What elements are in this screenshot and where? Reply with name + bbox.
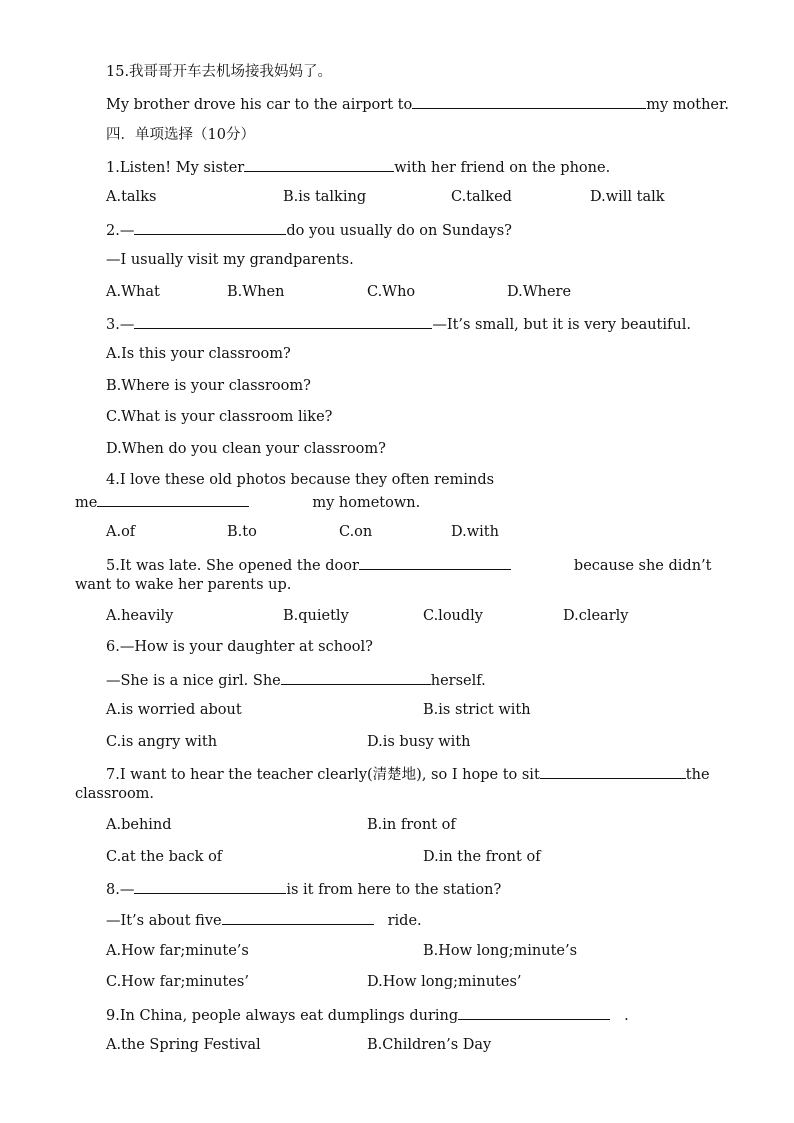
q4-option-a[interactable]: A.of: [106, 524, 136, 540]
q1-option-a[interactable]: A.talks: [106, 189, 157, 205]
q8-text-after: is it from here to the station?: [286, 882, 502, 898]
q3-sentence: [106, 313, 691, 335]
q1-sentence: [106, 156, 610, 178]
q2-option-d[interactable]: D.Where: [507, 284, 572, 300]
q2-text-before: 2.—: [106, 223, 135, 239]
q8-reply: [106, 909, 422, 931]
q4-line1: 4.I love these old photos because they often reminds: [106, 472, 495, 488]
q8-text-before: 8.—: [106, 882, 135, 898]
q6-reply: [106, 669, 486, 691]
q5-text-before: 5.It was late. She opened the door: [106, 558, 359, 574]
q7-text-after: the: [685, 767, 710, 783]
q9-blank[interactable]: [458, 1004, 610, 1020]
q15-text-before: My brother drove his car to the airport to: [106, 97, 413, 113]
q1-blank[interactable]: [244, 156, 394, 172]
q4-text-after: my hometown.: [312, 495, 421, 511]
q8-blank-1[interactable]: [134, 878, 286, 894]
q4-option-b[interactable]: B.to: [227, 524, 257, 540]
q4-line2: [75, 491, 420, 513]
q1-option-d[interactable]: D.will talk: [590, 189, 665, 205]
q9-text-before: 9.In China, people always eat dumplings during: [106, 1008, 459, 1024]
q5-line1: [106, 554, 711, 576]
q7-line1: [106, 763, 710, 785]
q15-blank[interactable]: [412, 93, 646, 109]
q1-option-b[interactable]: B.is talking: [283, 189, 367, 205]
q8-reply-after: ride.: [387, 913, 422, 929]
q5-option-b[interactable]: B.quietly: [283, 608, 349, 624]
q1-text-after: with her friend on the phone.: [394, 160, 611, 176]
q8-option-a[interactable]: A.How far;minute’s: [106, 943, 249, 959]
q7-option-c[interactable]: C.at the back of: [106, 849, 223, 865]
q5-option-a[interactable]: A.heavily: [106, 608, 174, 624]
q8-option-c[interactable]: C.How far;minutes’: [106, 974, 249, 990]
q9-option-a[interactable]: A.the Spring Festival: [106, 1037, 261, 1053]
q3-option-b[interactable]: B.Where is your classroom?: [106, 378, 311, 394]
q7-line2: classroom.: [75, 786, 155, 802]
q15-text-after: my mother.: [646, 97, 729, 113]
q6-option-a[interactable]: A.is worried about: [106, 702, 242, 718]
q4-option-d[interactable]: D.with: [451, 524, 499, 540]
q1-option-c[interactable]: C.talked: [451, 189, 512, 205]
q3-option-c[interactable]: C.What is your classroom like?: [106, 409, 333, 425]
q5-line2: want to wake her parents up.: [75, 577, 292, 593]
q6-option-b[interactable]: B.is strict with: [423, 702, 531, 718]
q5-blank[interactable]: [359, 554, 511, 570]
q3-option-a[interactable]: A.Is this your classroom?: [106, 346, 291, 362]
section4-title: 四．单项选择（10分）: [106, 127, 255, 143]
q3-option-d[interactable]: D.When do you clean your classroom?: [106, 441, 386, 457]
q4-text-before: me: [75, 495, 98, 511]
q5-option-d[interactable]: D.clearly: [563, 608, 629, 624]
q2-option-c[interactable]: C.Who: [367, 284, 416, 300]
q8-sentence: [106, 878, 501, 900]
q7-blank[interactable]: [540, 763, 686, 779]
q2-blank[interactable]: [134, 219, 286, 235]
q2-reply: —I usually visit my grandparents.: [106, 252, 354, 268]
q5-option-c[interactable]: C.loudly: [423, 608, 484, 624]
q9-text-after: .: [624, 1008, 629, 1024]
q3-text-before: 3.—: [106, 317, 135, 333]
q15-prompt: 15.我哥哥开车去机场接我妈妈了。: [106, 64, 333, 80]
q2-option-a[interactable]: A.What: [106, 284, 160, 300]
q6-blank[interactable]: [281, 669, 431, 685]
q8-option-d[interactable]: D.How long;minutes’: [367, 974, 522, 990]
q9-sentence: [106, 1004, 629, 1026]
q1-text-before: 1.Listen! My sister: [106, 160, 245, 176]
q2-option-b[interactable]: B.When: [227, 284, 285, 300]
q15-sentence: [106, 93, 729, 115]
q2-sentence: [106, 219, 512, 241]
q6-prompt: 6.—How is your daughter at school?: [106, 639, 373, 655]
q6-option-d[interactable]: D.is busy with: [367, 734, 471, 750]
q4-option-c[interactable]: C.on: [339, 524, 373, 540]
q3-blank[interactable]: [134, 313, 432, 329]
q7-option-d[interactable]: D.in the front of: [423, 849, 541, 865]
q6-text-after: herself.: [430, 673, 486, 689]
q2-text-after: do you usually do on Sundays?: [286, 223, 512, 239]
q9-option-b[interactable]: B.Children’s Day: [367, 1037, 492, 1053]
q8-option-b[interactable]: B.How long;minute’s: [423, 943, 578, 959]
q8-blank-2[interactable]: [222, 909, 374, 925]
q6-option-c[interactable]: C.is angry with: [106, 734, 218, 750]
q7-option-a[interactable]: A.behind: [106, 817, 172, 833]
q6-text-before: —She is a nice girl. She: [106, 673, 281, 689]
q7-option-b[interactable]: B.in front of: [367, 817, 456, 833]
q4-blank[interactable]: [97, 491, 249, 507]
q7-text-before: 7.I want to hear the teacher clearly(清楚地), so I hope to sit: [106, 767, 540, 783]
q3-text-after: —It’s small, but it is very beautiful.: [432, 317, 691, 333]
q8-reply-before: —It’s about five: [106, 913, 222, 929]
q5-text-after: because she didn’t: [573, 558, 712, 574]
